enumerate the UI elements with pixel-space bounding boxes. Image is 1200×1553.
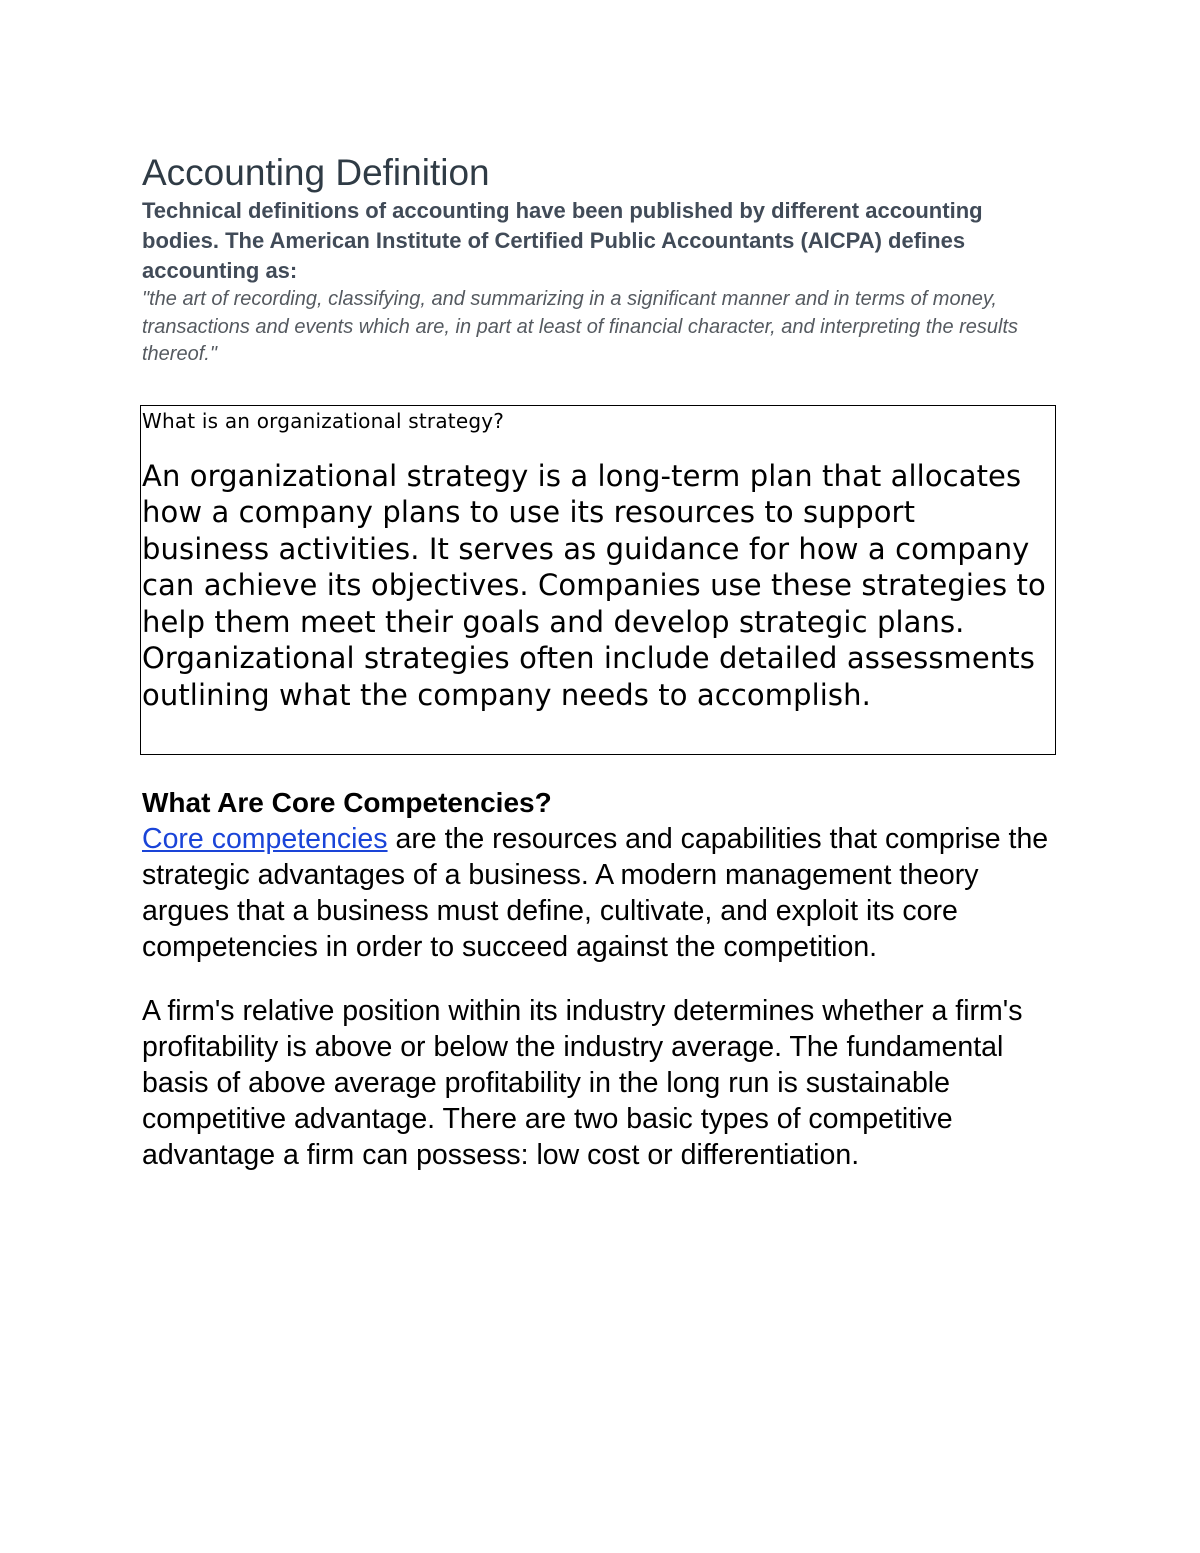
core-competencies-text: are the resources and capabilities that comprise the strategic advantages of a business. A modern management theory argues that a business must define, cultivate, and exploit its core competencies in order to succeed against the competition. — [142, 822, 1049, 963]
document-page — [142, 150, 1060, 1173]
core-competencies-heading: What Are Core Competencies? — [142, 786, 552, 818]
strategy-answer: An organizational strategy is a long-term plan that allocates how a company plans to use its resources to support business activities. It serves as guidance for how a company can achieve its objectives. Companies use these strategies to help them meet their goals and develop strategic plans. Organizational strategies often include detailed assessments outlining what the company needs to accomplish. — [142, 458, 1046, 713]
core-competencies-link[interactable]: Core competencies — [142, 822, 388, 855]
strategy-text-box — [140, 405, 1056, 755]
competitive-advantage-paragraph: A firm's relative position within its industry determines whether a firm's profitability is above or below the industry average. The fundamental basis of above average profitability in the long run is sustainable competitive advantage. There are two basic types of competitive advantage a firm can possess: low cost or differentiation. — [142, 994, 1023, 1171]
strategy-question: What is an organizational strategy? — [142, 408, 505, 433]
core-competencies-paragraph — [142, 821, 1060, 965]
accounting-intro: Technical definitions of accounting have been published by different accounting bodies. The American Institute of Certified Public Accountants (AICPA) defines accounting as: — [142, 198, 983, 283]
accounting-title: Accounting Definition — [142, 152, 490, 193]
aicpa-quote: "the art of recording, classifying, and summarizing in a significant manner and in terms of money, transactions and events which are, in part at least of financial character, and interpreting the results thereof." — [142, 288, 1019, 365]
